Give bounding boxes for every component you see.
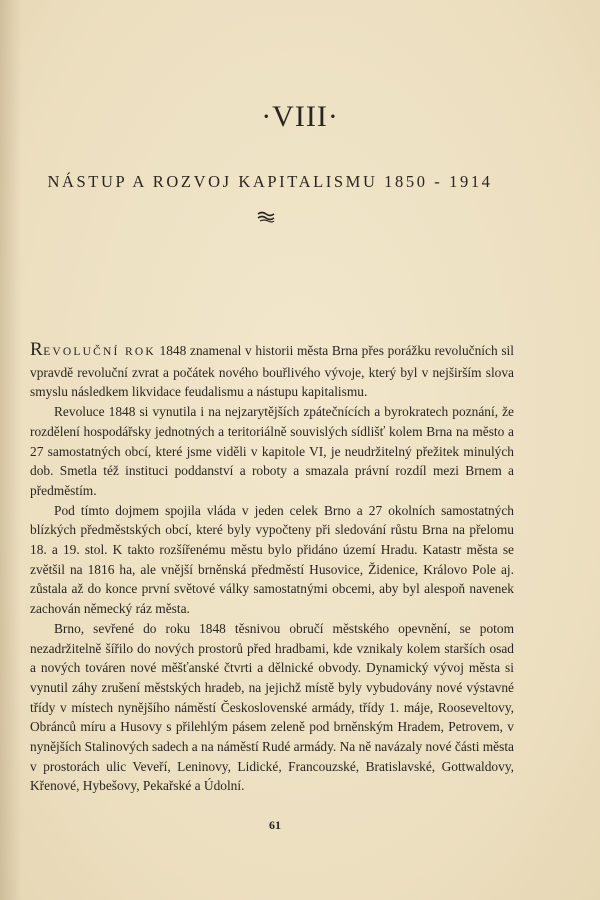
lead-caps: EVOLUČNÍ ROK: [43, 346, 156, 358]
spine-shadow: [0, 0, 22, 900]
chapter-number: ·VIII·: [261, 100, 339, 133]
paragraph-1-rest: 1848 znamenal v historii města Brna přes porážku revolučních sil vpravdě revoluční zvrat a počátek nového bouřlivého vývoje, který byl v nejširším slova smyslu následkem likvidace feudalismu a nástupu kapitalismu.: [30, 343, 514, 400]
page-number: 61: [269, 818, 281, 832]
paragraph-2: Revoluce 1848 si vynutila i na nejzarytějších zpátečnících a byrokratech poznání, že rozdělení hospodářsky jednotných a teritoriálně souvislých sídlišť kolem Brna na město a 27 samostatných obcí, které jsme viděli v kapitole VI, je neudržitelný přežitek minulých dob. Smetla též instituci poddanství a roboty a smazala právní rozdíl mezi Brnem a předměstím.: [30, 404, 514, 498]
paragraph-1: [30, 340, 514, 402]
lead-initial: R: [30, 339, 44, 360]
tilde-ornament-icon: [256, 210, 276, 224]
body-text: [30, 340, 514, 796]
paragraph-4: Brno, sevřené do roku 1848 těsnivou obručí městského opevnění, se potom nezadržitelně šířilo do nových prostorů před hradbami, kde vznikaly kolem starších osad a nových továren nové měšťanské čtvrti a dělnické obvody. Dynamický vývoj města si vynutil záhy zrušení městských hradeb, na jejichž místě byly vybudovány nové výstavné třídy v místech nynějšího náměstí Československé armády, třídy 1. máje, Rooseveltovy, Obránců míru a Husovy s přilehlým pásem zeleně pod brněnským Hradem, Petrovem, v nynějších Stalinových sadech a na náměstí Rudé armády. Na ně navázaly nové části města v prostorách ulic Veveří, Leninovy, Lidické, Francouzské, Bratislavské, Gottwaldovy, Křenové, Hybešovy, Pekařské a Údolní.: [30, 620, 515, 794]
chapter-title: NÁSTUP A ROZVOJ KAPITALISMU 1850 - 1914: [47, 172, 493, 191]
paragraph-3: Pod tímto dojmem spojila vláda v jeden celek Brno a 27 okolních samostatných blízkých předměstských obcí, které byly vypočteny při sledování růstu Brna na přelomu 18. a 19. stol. K takto rozšířenému městu bylo přidáno území Hradu. Katastr města se zvětšil na 1816 ha, ale vnější brněnská předměstí Husovice, Židenice, Královo Pole aj. zůstala až do konce první světové války samostatnými obcemi, aby byl alespoň navenek zachován německý ráz města.: [30, 502, 514, 617]
